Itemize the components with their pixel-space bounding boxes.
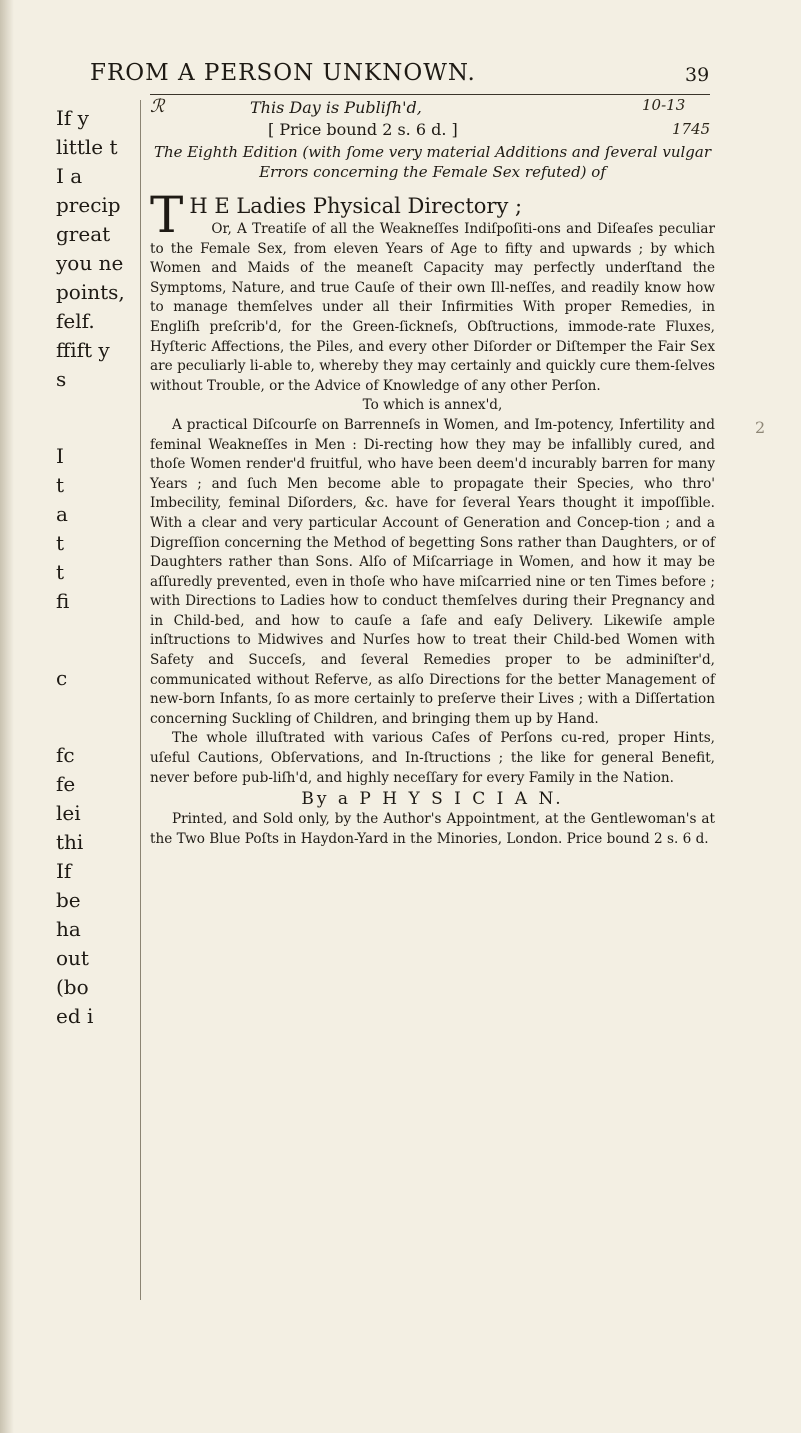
- handwritten-year: 1745: [672, 120, 711, 138]
- left-fragment: fe: [56, 772, 76, 796]
- left-fragment: I: [56, 444, 64, 468]
- left-fragment: s: [56, 367, 67, 391]
- left-fragment: be: [56, 888, 81, 912]
- paragraph-barrenness: A practical Diſcourſe on Barrenneſs in Women, and Im-potency, Infertility and feminal Weakneſſes in Men : Di-recting how they may be infallibly cured, and thoſe Women render'd fruitful, who have been deem'd incurably barren for many Years ; and ſuch Men become able to propagate their Species, who thro' Imbecility, feminal Diſorders, &c. have for ſeveral Years thought it impoſſible. With a clear and very particular Account of Generation and Concep-tion ; and a Digreſſion concerning the Method of begetting Sons rather than Daughters, or of Daughters rather than Sons. Alſo of Miſcarriage in Women, and how it may be aſſuredly prevented, even in thoſe who have miſcarried nine or ten Times before ; with Directions to Ladies how to conduct themſelves during their Pregnancy and in Child-bed, and how to cauſe a ſafe and eaſy Delivery. Likewiſe ample inſtructions to Midwives and Nurſes how to treat their Child-bed Women with Safety and Succeſs, and ſeveral Remedies proper to be adminiſter'd, communicated without Referve, as alſo Directions for the better Management of new-born Infants, ſo as more certainly to preſerve their Lives ; with a Diſſertation concerning Suckling of Children, and bringing them up by Hand.: [150, 416, 715, 727]
- left-fragment: [56, 616, 136, 664]
- left-fragment: precip: [56, 193, 121, 217]
- left-fragment: If: [56, 859, 72, 883]
- left-fragment: fi: [56, 589, 70, 613]
- margin-mark: 2: [755, 418, 766, 437]
- left-fragment: you ne: [56, 251, 124, 275]
- left-fragment: little t: [56, 135, 118, 159]
- left-fragment: fc: [56, 743, 75, 767]
- left-fragment: t: [56, 473, 65, 497]
- left-fragment: lei: [56, 801, 81, 825]
- left-fragment: ha: [56, 917, 81, 941]
- gutter-shadow: [0, 0, 14, 1433]
- left-fragment: [56, 693, 136, 741]
- left-fragment: great: [56, 222, 111, 246]
- left-fragment: c: [56, 666, 68, 690]
- left-fragment: t: [56, 560, 65, 584]
- advertisement: [150, 98, 715, 849]
- left-fragment: points,: [56, 280, 125, 304]
- left-fragment: t: [56, 531, 65, 555]
- annex-heading: To which is annex'd,: [362, 397, 503, 414]
- book-title-text: H E Ladies Physical Directory ;: [189, 194, 523, 218]
- left-fragment: thi: [56, 830, 84, 854]
- left-fragment: If y: [56, 106, 89, 130]
- handwritten-mark-left: ℛ: [150, 96, 165, 117]
- page-number: 39: [685, 64, 710, 86]
- edition-line: The Eighth Edition (with ſome very material Additions and ſeveral vulgar Errors concerning the Female Sex refuted) of: [153, 143, 711, 181]
- left-fragment: I a: [56, 164, 83, 188]
- author-line: By a P H Y S I C I A N.: [301, 789, 564, 810]
- running-head: FROM A PERSON UNKNOWN.: [90, 60, 476, 86]
- left-fragment: (bo: [56, 975, 89, 999]
- handwritten-mark-right: 10-13: [642, 96, 686, 114]
- left-fragment: felf.: [56, 309, 95, 333]
- paragraph-illustrated: The whole illuſtrated with various Caſes of Perſons cu-red, proper Hints, uſeful Cautions, Obſervations, and In-ſtructions ; the like for general Benefit, never before pub-liſh'd, and highly neceſſary for every Family in the Nation.: [150, 730, 715, 786]
- left-column-fragments: [56, 104, 136, 1284]
- book-title: [150, 186, 715, 244]
- header-rule: [150, 94, 710, 95]
- advertisement-body: [150, 186, 715, 849]
- publication-line: This Day is Publiſh'd,: [250, 98, 422, 117]
- paragraph-treatise: Or, A Treatiſe of all the Weakneſſes Indiſpoſiti-ons and Diſeaſes peculiar to the Female Sex, from eleven Years of Age to fifty and upwards ; by which Women and Maids of the meaneſt Capacity may perfectly underſtand the Symptoms, Nature, and true Cauſe of their own Ill-neſſes, and readily know how to manage themſelves under all their Infirmities With proper Remedies, in Engliſh preſcrib'd, for the Green-ſickneſs, Obſtructions, immode-rate Fluxes, Hyſteric Affections, the Piles, and every other Diſorder or Diſtemper the Fair Sex are peculiarly li-able to, whereby they may certainly and quickly cure them-ſelves without Trouble, or the Advice of Knowledge of any other Perſon.: [150, 221, 715, 394]
- column-divider: [140, 100, 141, 1300]
- left-fragment: ffift y: [56, 338, 110, 362]
- left-fragment: a: [56, 502, 68, 526]
- left-fragment: [56, 394, 136, 442]
- imprint: Printed, and Sold only, by the Author's Appointment, at the Gentlewoman's at the Two Blue Poſts in Haydon-Yard in the Minories, London. Price bound 2 s. 6 d.: [150, 811, 715, 847]
- drop-cap: T: [150, 186, 184, 244]
- left-fragment: ed i: [56, 1004, 94, 1028]
- price-line: [ Price bound 2 s. 6 d. ]: [268, 120, 458, 139]
- left-fragment: out: [56, 946, 89, 970]
